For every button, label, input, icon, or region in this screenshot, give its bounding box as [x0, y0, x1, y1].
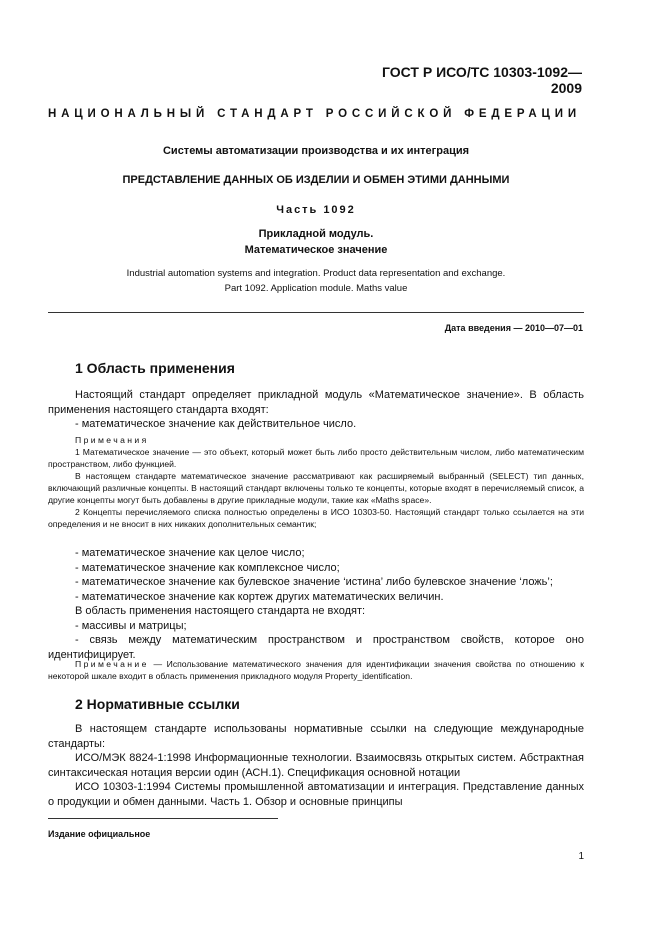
part-number: Часть 1092: [276, 204, 356, 216]
scope-item: - математическое значение как комплексное число;: [75, 561, 340, 574]
note-1b: В настоящем стандарте математическое значение рассматривают как расширяемый выбранный (SELECT) тип данных, включающий различные концепты. В настоящий стандарт включены только те концепты, которые входят в перечисляемый список, а другие концепты могут быть добавлены в другие прикладные модули, такие как «Maths space».: [48, 471, 584, 505]
section-2-heading: 2 Нормативные ссылки: [75, 696, 240, 712]
note-2: 2 Концепты перечисляемого списка полностью определены в ИСО 10303-50. Настоящий стандарт только ссылается на эти определения и не вносит в них никаких дополнительных семантик;: [48, 507, 584, 529]
title-line-2: ПРЕДСТАВЛЕНИЕ ДАННЫХ ОБ ИЗДЕЛИИ И ОБМЕН ЭТИМИ ДАННЫМИ: [122, 174, 510, 186]
notes-label: Примечания: [75, 435, 149, 445]
reference-iso-10303-1: ИСО 10303-1:1994 Системы промышленной автоматизации и интеграция. Представление данных о продукции и обмен данными. Часть 1. Обзор и основные принципы: [48, 781, 584, 808]
scope-list: [48, 546, 584, 662]
scope-item: - математическое значение как целое число;: [75, 547, 305, 559]
section-1-heading: 1 Область применения: [75, 360, 235, 376]
scope-item-real: - математическое значение как действительное число.: [75, 418, 357, 430]
scope-item: - математическое значение как кортеж других математических величин.: [75, 590, 444, 603]
scope-item: - математическое значение как булевское значение ‘истина’ либо булевское значение ‘ложь’;: [75, 576, 553, 588]
notes-block: [48, 434, 584, 530]
section-1-intro: [48, 388, 584, 432]
reference-iso-8824: ИСО/МЭК 8824-1:1998 Информационные технологии. Взаимосвязь открытых систем. Абстрактная синтаксическая нотация версии один (АСН.1). Спецификация основной нотации: [48, 752, 584, 779]
module-label: Прикладной модуль.: [258, 228, 374, 240]
national-standard-banner: НАЦИОНАЛЬНЫЙ СТАНДАРТ РОССИЙСКОЙ ФЕДЕРАЦИИ: [48, 108, 581, 120]
final-note: [48, 658, 584, 682]
page-number: 1: [578, 851, 584, 862]
excluded-item: - массивы и матрицы;: [75, 619, 187, 632]
introduction-date: Дата введения — 2010—07—01: [444, 323, 583, 333]
module-name: Математическое значение: [244, 244, 388, 256]
final-note-label: Примечание: [75, 659, 149, 669]
title-divider: [48, 312, 584, 313]
excluded-item: - связь между математическим пространством и пространством свойств, которое оно идентифицирует.: [48, 634, 584, 661]
document-code: ГОСТ Р ИСО/ТС 10303-1092—2009: [382, 64, 582, 96]
english-title-line-2: Part 1092. Application module. Maths value: [224, 283, 408, 294]
note-1: 1 Математическое значение — это объект, который может быть либо просто действительным числом, либо математическим пространством, либо функцией.: [48, 447, 584, 469]
section-2-body: [48, 722, 584, 809]
edition-label: Издание официальное: [48, 829, 151, 839]
scope-paragraph: Настоящий стандарт определяет прикладной модуль «Математическое значение». В область применения настоящего стандарта входят:: [48, 389, 584, 416]
title-line-1: Системы автоматизации производства и их интеграция: [162, 145, 470, 157]
english-title-line-1: Industrial automation systems and integration. Product data representation and exchange.: [126, 268, 506, 279]
excluded-intro: В область применения настоящего стандарта не входят:: [75, 605, 366, 617]
references-intro: В настоящем стандарте использованы нормативные ссылки на следующие международные стандарты:: [48, 723, 584, 750]
footer-divider: [48, 818, 278, 819]
final-note-text: — Использование математического значения для идентификации значения свойства по отношению к некоторой шкале входит в область применения прикладного модуля Property_identification.: [48, 659, 584, 681]
